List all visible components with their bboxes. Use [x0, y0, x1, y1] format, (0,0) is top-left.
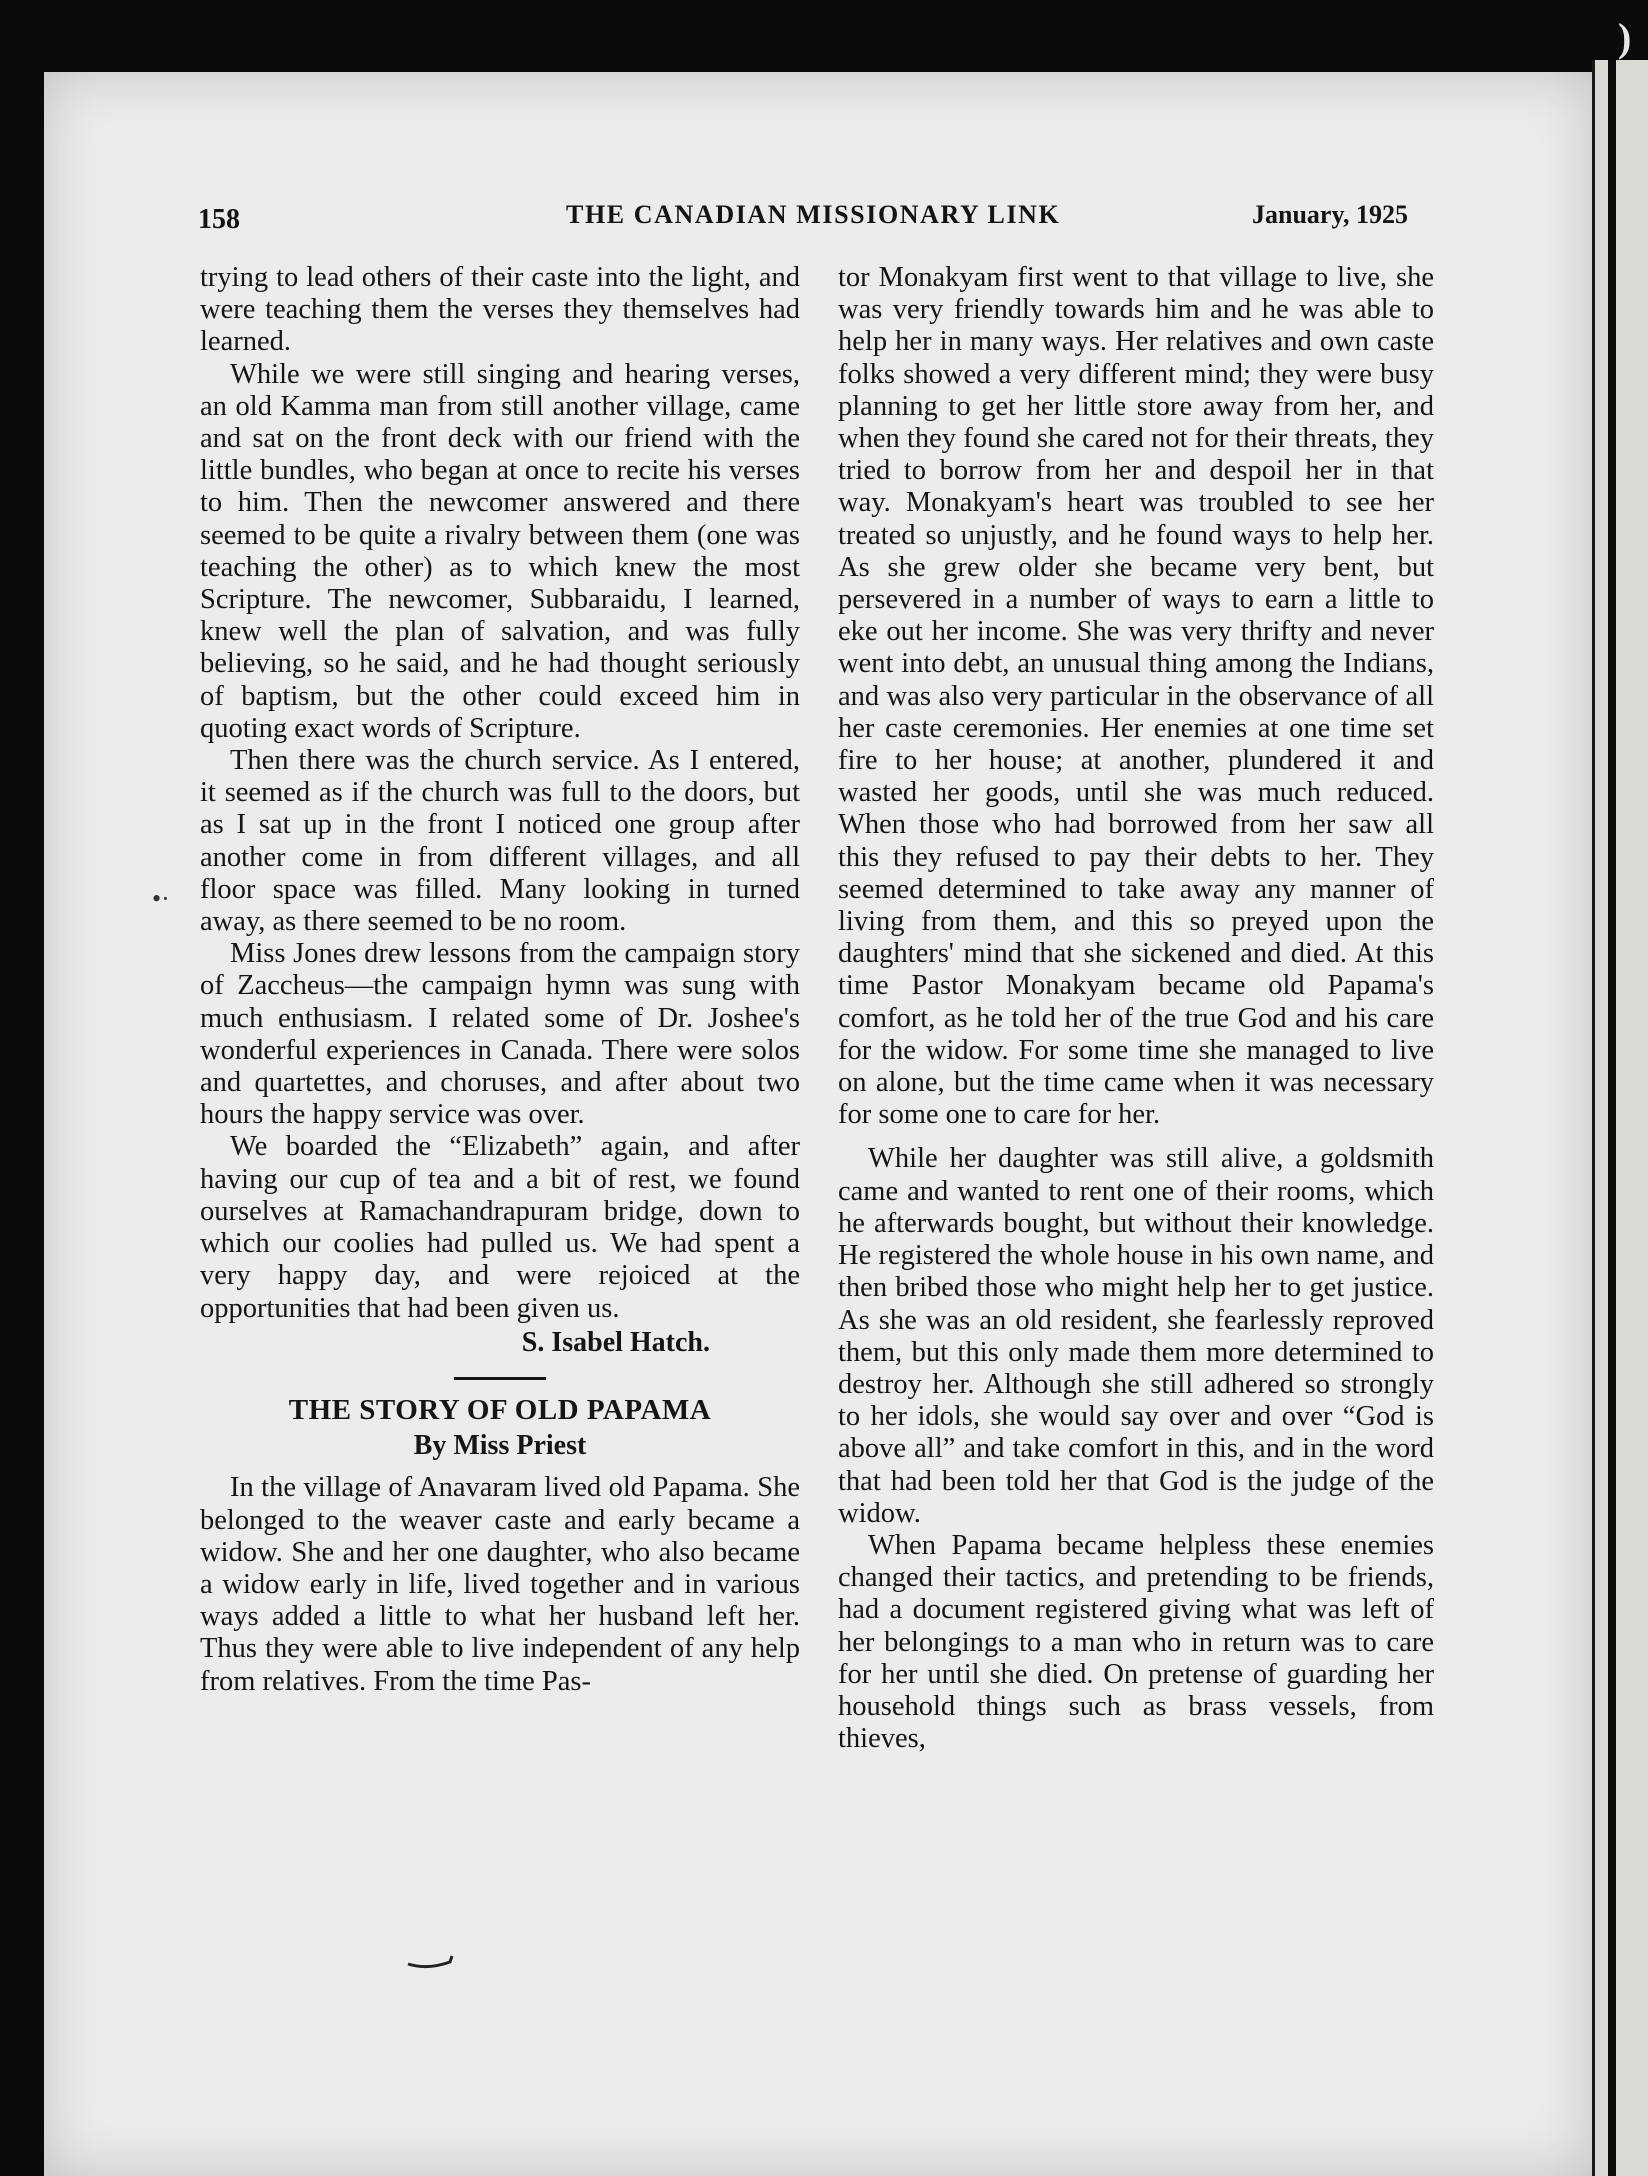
paragraph: Then there was the church service. As I entered, it seemed as if the church was full to the doors, but as I sat up in the front I noticed one group after another come in from different villages, and all floor space was filled. Many looking in turned away, as there seemed to be no room. [200, 745, 800, 938]
issue-date: January, 1925 [1252, 200, 1409, 229]
facing-page-edge [1592, 60, 1648, 2176]
paragraph: tor Monakyam first went to that village to live, she was very friendly towards him and he was able to help her in many ways. Her relatives and own caste folks showed a very different mind; they were busy planning to get her little store away from her, and when they found she cared not for their threats, they tried to borrow from her and despoil her in that way. Monakyam's heart was troubled to see her treated so unjustly, and he found ways to help her. As she grew older she became very bent, but persevered in a number of ways to earn a little to eke out her income. She was very thrifty and never went into debt, an unusual thing among the Indians, and was also very particular in the observance of all her caste ceremonies. Her enemies at one time set fire to her house; at another, plundered it and wasted her goods, until she was much reduced. When those who had borrowed from her saw all this they refused to pay their debts to her. They seemed determined to take away any manner of living from them, and this so preyed upon the daughters' mind that she sickened and died. At this time Pastor Monakyam became old Papama's comfort, as he told her of the true God and his care for the widow. For some time she managed to live on alone, but the time came when it was necessary for some one to care for her. [838, 262, 1434, 1131]
pencil-scribble-mark [406, 1950, 466, 1970]
running-title: THE CANADIAN MISSIONARY LINK [566, 200, 1061, 229]
paragraph: We boarded the “Elizabeth” again, and after having our cup of tea and a bit of rest, we found ourselves at Ramachandrapuram bridge, down to which our coolies had pulled us. We had spent a very happy day, and were rejoiced at the opportunities that had been given us. [200, 1131, 800, 1324]
right-column [838, 262, 1434, 1755]
paragraph: When Papama became helpless these enemies changed their tactics, and pretending to be friends, had a document registered giving what was left of her belongings to a man who in return was to care for her until she died. On pretense of guarding her household things such as brass vessels, from thieves, [838, 1529, 1434, 1755]
corner-mark: ) [1618, 15, 1632, 60]
binding-shadow [1608, 60, 1616, 2176]
paragraph: In the village of Anavaram lived old Papama. She belonged to the weaver caste and early became a widow. She and her one daughter, who also became a widow early in life, lived together and in various ways added a little to what her husband left her. Thus they were able to live independent of any help from relatives. From the time Pas- [200, 1472, 800, 1697]
page-number: 158 [198, 204, 240, 235]
paragraph: While her daughter was still alive, a goldsmith came and wanted to rent one of their rooms, which he afterwards bought, but without their knowledge. He registered the whole house in his own name, and then bribed those who might help her to get justice. As she was an old resident, she fearlessly reproved them, but this only made them more determined to destroy her. Although she still adhered so strongly to her idols, she would say over and over “God is above all” and take comfort in this, and in the word that had been told her that God is the judge of the widow. [838, 1143, 1434, 1529]
author-signature: S. Isabel Hatch. [521, 1326, 710, 1358]
article-byline: By Miss Priest [413, 1430, 587, 1462]
left-column [200, 262, 800, 1698]
margin-annotation-mark: •· [152, 884, 170, 913]
paragraph: trying to lead others of their caste into the light, and were teaching them the verses they themselves had learned. [200, 262, 800, 358]
paragraph: While we were still singing and hearing verses, an old Kamma man from still another village, came and sat on the front deck with our friend with the little bundles, who began at once to recite his verses to him. Then the newcomer answered and there seemed to be quite a rivalry between them (one was teaching the other) as to which knew the most Scripture. The newcomer, Subbaraidu, I learned, knew well the plan of salvation, and was fully believing, so he said, and he had thought seriously of baptism, but the other could exceed him in quoting exact words of Scripture. [200, 358, 800, 744]
section-divider [454, 1377, 546, 1380]
paragraph: Miss Jones drew lessons from the campaign story of Zaccheus—the campaign hymn was sung with much enthusiasm. I related some of Dr. Joshee's wonderful experiences in Canada. There were solos and quartettes, and choruses, and after about two hours the happy service was over. [200, 938, 800, 1131]
article-title: THE STORY OF OLD PAPAMA [288, 1393, 712, 1426]
